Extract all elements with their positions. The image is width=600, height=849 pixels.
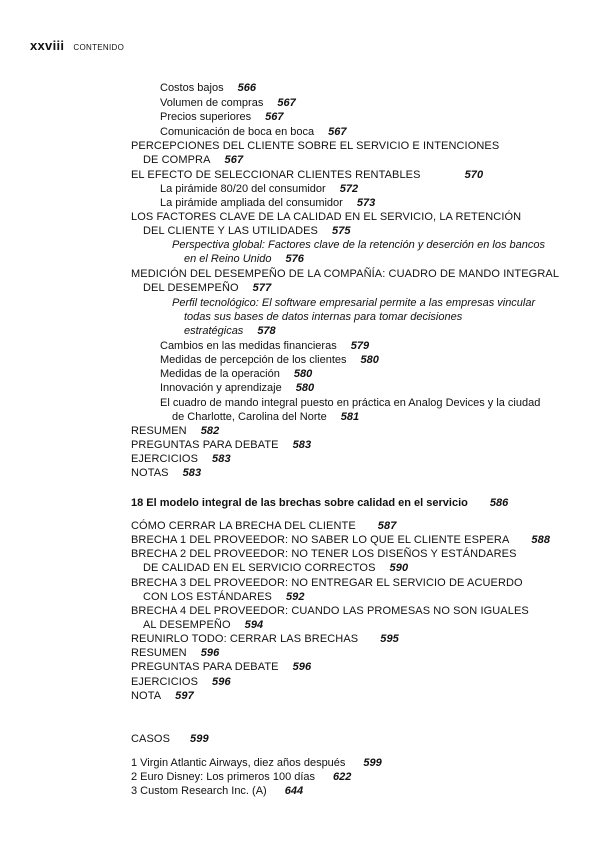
toc-entry: Precios superiores 567	[160, 111, 284, 123]
toc-section: REUNIRLO TODO: CERRAR LAS BRECHAS 595	[131, 633, 399, 645]
toc-section: EL EFECTO DE SELECCIONAR CLIENTES RENTABLES 570	[131, 169, 484, 181]
toc-section: PERCEPCIONES DEL CLIENTE SOBRE EL SERVICIO E INTENCIONES	[131, 140, 500, 152]
toc-feature: Perspectiva global: Factores clave de la retención y deserción en los bancos	[172, 239, 545, 251]
toc-section: PREGUNTAS PARA DEBATE 583	[131, 439, 312, 451]
toc-entry: Costos bajos 566	[160, 82, 256, 94]
toc-entry: La pirámide 80/20 del consumidor 572	[160, 183, 359, 195]
toc-section: AL DESEMPEÑO 594	[143, 619, 264, 631]
toc-entry: Medidas de la operación 580	[160, 368, 313, 380]
toc-section: BRECHA 3 DEL PROVEEDOR: NO ENTREGAR EL SERVICIO DE ACUERDO	[131, 577, 523, 589]
toc-section: EJERCICIOS 596	[131, 676, 231, 688]
toc-entry: Volumen de compras 567	[160, 97, 296, 109]
toc-section: RESUMEN 582	[131, 425, 220, 437]
toc-section: DEL CLIENTE Y LAS UTILIDADES 575	[143, 225, 351, 237]
toc-section: LOS FACTORES CLAVE DE LA CALIDAD EN EL SERVICIO, LA RETENCIÓN	[131, 211, 522, 223]
toc-entry: Comunicación de boca en boca 567	[160, 126, 347, 138]
toc-entry: de Charlotte, Carolina del Norte 581	[172, 411, 360, 423]
toc-section: BRECHA 2 DEL PROVEEDOR: NO TENER LOS DISEÑOS Y ESTÁNDARES	[131, 548, 517, 560]
toc-section: PREGUNTAS PARA DEBATE 596	[131, 661, 312, 673]
toc-section: CON LOS ESTÁNDARES 592	[143, 591, 305, 603]
toc-section: NOTAS 583	[131, 467, 202, 479]
page-header	[30, 38, 124, 53]
toc-section: DEL DESEMPEÑO 577	[143, 282, 272, 294]
page-number: xxviii	[30, 38, 65, 53]
toc-entry: La pirámide ampliada del consumidor 573	[160, 197, 376, 209]
toc-section: RESUMEN 596	[131, 647, 220, 659]
toc-section: BRECHA 1 DEL PROVEEDOR: NO SABER LO QUE EL CLIENTE ESPERA 588	[131, 534, 551, 546]
toc-feature: todas sus bases de datos internas para tomar decisiones	[184, 311, 463, 323]
toc-section: DE CALIDAD EN EL SERVICIO CORRECTOS 590	[143, 562, 409, 574]
chapter-heading: 18 El modelo integral de las brechas sobre calidad en el servicio 586	[131, 497, 509, 509]
case-entry: 2 Euro Disney: Los primeros 100 días 622	[131, 771, 352, 783]
case-entry: 1 Virgin Atlantic Airways, diez años después 599	[131, 757, 382, 769]
toc-entry: Cambios en las medidas financieras 579	[160, 340, 370, 352]
cases-heading: CASOS 599	[131, 733, 209, 745]
toc-entry: El cuadro de mando integral puesto en práctica en Analog Devices y la ciudad	[160, 397, 541, 409]
toc-section: MEDICIÓN DEL DESEMPEÑO DE LA COMPAÑÍA: CUADRO DE MANDO INTEGRAL	[131, 268, 560, 280]
running-head: CONTENIDO	[73, 43, 125, 52]
toc-feature: en el Reino Unido 576	[184, 253, 304, 265]
toc-section: NOTA 597	[131, 690, 194, 702]
toc-feature: estratégicas 578	[184, 325, 276, 337]
toc-section: BRECHA 4 DEL PROVEEDOR: CUANDO LAS PROMESAS NO SON IGUALES	[131, 605, 529, 617]
toc-section: CÓMO CERRAR LA BRECHA DEL CLIENTE 587	[131, 520, 397, 532]
toc-entry: Innovación y aprendizaje 580	[160, 382, 315, 394]
toc-entry: Medidas de percepción de los clientes 580	[160, 354, 379, 366]
case-entry: 3 Custom Research Inc. (A) 644	[131, 785, 304, 797]
toc-section: DE COMPRA 567	[143, 154, 244, 166]
toc-feature: Perfil tecnológico: El software empresarial permite a las empresas vincular	[172, 297, 536, 309]
toc-section: EJERCICIOS 583	[131, 453, 231, 465]
